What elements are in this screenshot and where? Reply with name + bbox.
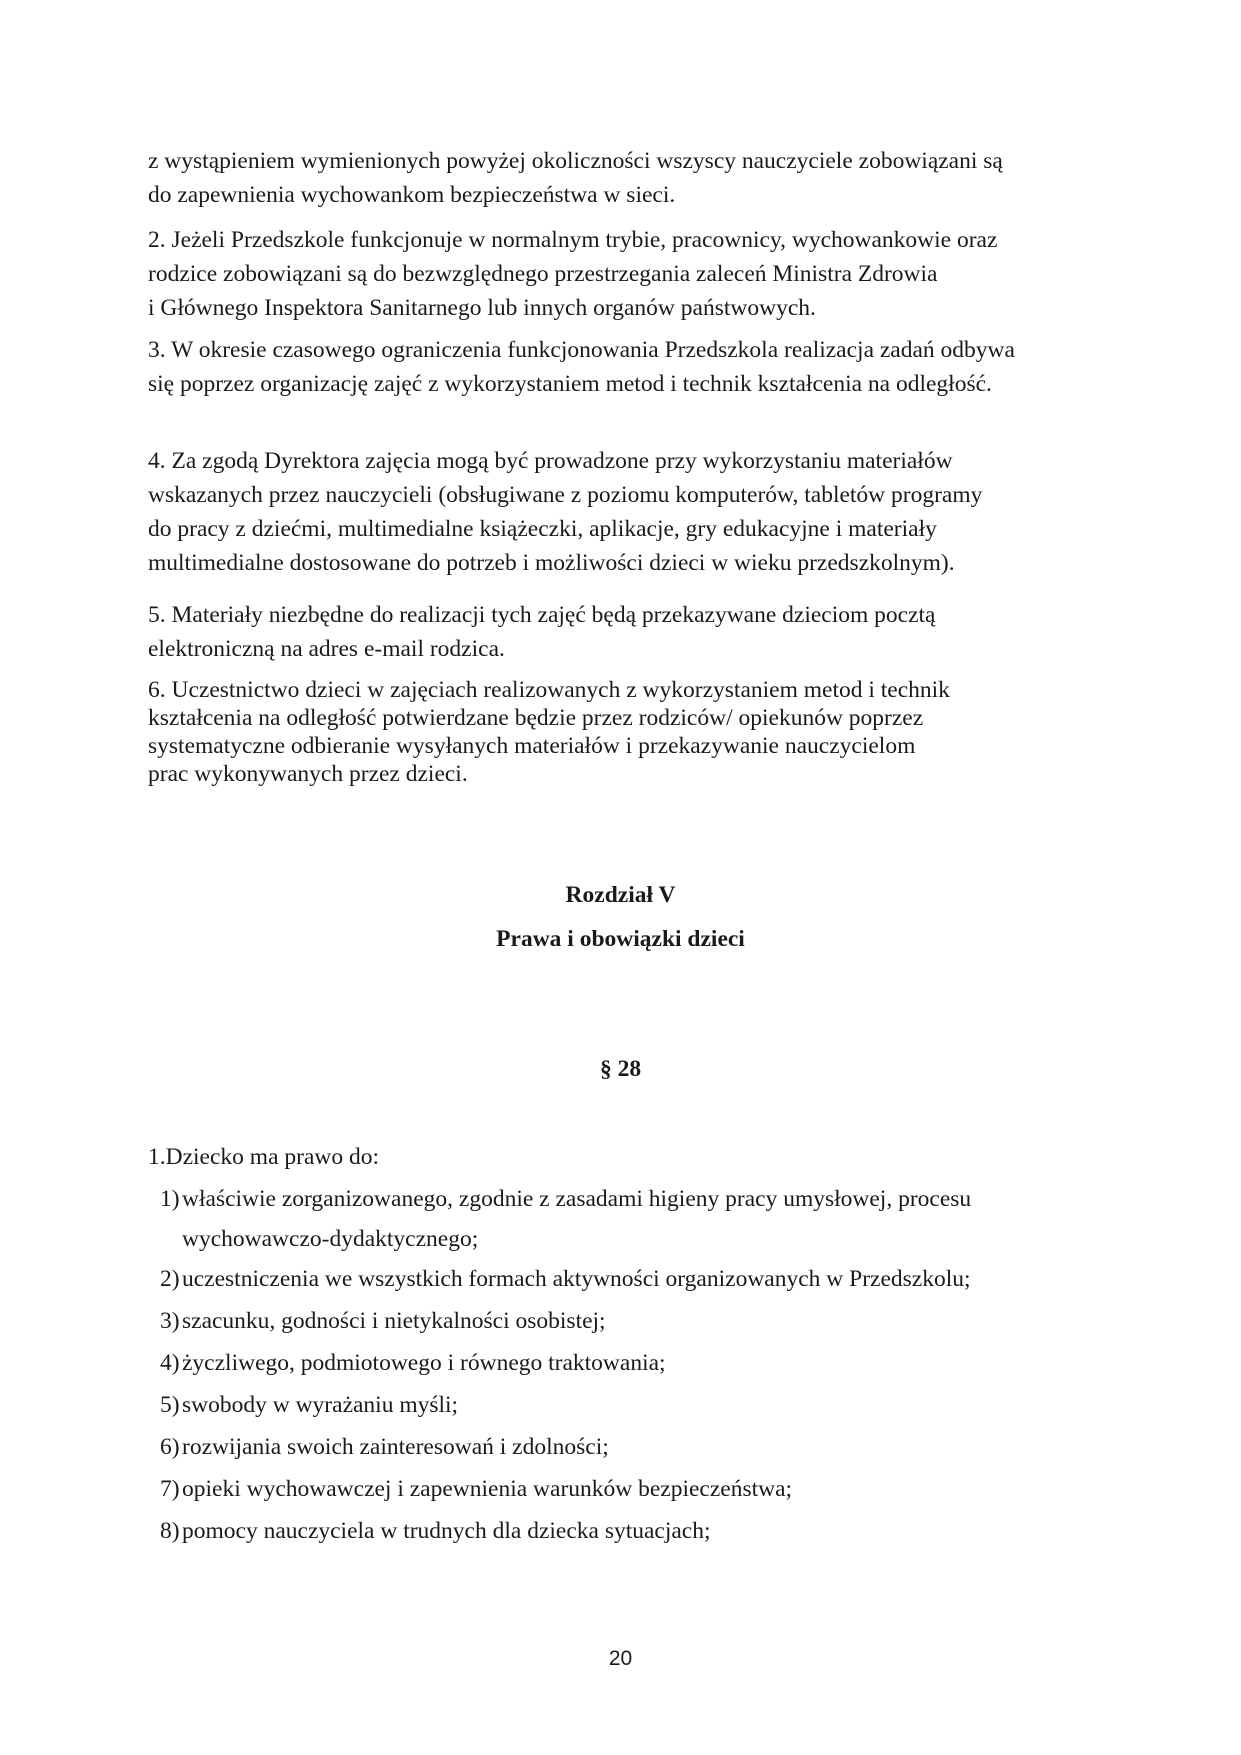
list-number: 3) (160, 1308, 180, 1334)
list-number: 8) (160, 1518, 180, 1544)
list-number: 6) (160, 1434, 180, 1460)
text-line: 3. W okresie czasowego ograniczenia funkcjonowania Przedszkola realizacja zadań odbywa (148, 337, 1015, 363)
text-line: 6. Uczestnictwo dzieci w zajęciach realizowanych z wykorzystaniem metod i technik (148, 677, 950, 703)
list-item (160, 1474, 792, 1504)
list-text: pomocy nauczyciela w trudnych dla dziecka sytuacjach; (182, 1518, 711, 1544)
list-number: 4) (160, 1350, 180, 1376)
paragraph-4 (148, 444, 1098, 580)
text-line: elektroniczną na adres e-mail rodzica. (148, 636, 505, 662)
list-item (160, 1184, 971, 1254)
text-line: prac wykonywanych przez dzieci. (148, 761, 468, 787)
list-number: 2) (160, 1266, 180, 1292)
text-line: i Głównego Inspektora Sanitarnego lub innych organów państwowych. (148, 295, 816, 321)
list-text: swobody w wyrażaniu myśli; (182, 1392, 459, 1418)
text-line: z wystąpieniem wymienionych powyżej okoliczności wszyscy nauczyciele zobowiązani są (148, 148, 1003, 174)
paragraph-continuation (148, 144, 1098, 212)
list-number: 1) (160, 1186, 180, 1212)
text-line: 2. Jeżeli Przedszkole funkcjonuje w normalnym trybie, pracownicy, wychowankowie oraz (148, 227, 998, 253)
list-text: szacunku, godności i nietykalności osobistej; (182, 1308, 606, 1334)
list-item (160, 1390, 458, 1420)
text-line: wskazanych przez nauczycieli (obsługiwane z poziomu komputerów, tabletów programy (148, 482, 983, 508)
list-item (160, 1264, 971, 1294)
text-line: do pracy z dziećmi, multimedialne książeczki, aplikacje, gry edukacyjne i materiały (148, 516, 937, 542)
chapter-title: Rozdział V (565, 882, 676, 908)
list-item (160, 1432, 609, 1462)
page-number: 20 (608, 1647, 633, 1670)
text-line: multimedialne dostosowane do potrzeb i możliwości dzieci w wieku przedszkolnym). (148, 550, 955, 576)
list-text: właściwie zorganizowanego, zgodnie z zasadami higieny pracy umysłowej, procesu (182, 1186, 972, 1212)
text-line: kształcenia na odległość potwierdzane będzie przez rodziców/ opiekunów poprzez (148, 705, 924, 731)
list-text: uczestniczenia we wszystkich formach aktywności organizowanych w Przedszkolu; (182, 1266, 971, 1292)
paragraph-6 (148, 676, 1098, 788)
list-item (160, 1516, 711, 1546)
section-heading: § 28 (599, 1056, 642, 1082)
text-line: do zapewnienia wychowankom bezpieczeństwa w sieci. (148, 182, 676, 208)
list-number: 5) (160, 1392, 180, 1418)
list-text-continuation: wychowawczo-dydaktycznego; (182, 1226, 479, 1252)
list-text: rozwijania swoich zainteresowań i zdolności; (182, 1434, 609, 1460)
text-line: 5. Materiały niezbędne do realizacji tych zajęć będą przekazywane dzieciom pocztą (148, 602, 936, 628)
list-item (160, 1306, 606, 1336)
list-number: 7) (160, 1476, 180, 1502)
rights-intro: 1.Dziecko ma prawo do: (148, 1144, 380, 1170)
list-text: życzliwego, podmiotowego i równego traktowania; (182, 1350, 666, 1376)
text-line: systematyczne odbieranie wysyłanych materiałów i przekazywanie nauczycielom (148, 733, 916, 759)
paragraph-3 (148, 333, 1098, 401)
text-line: 4. Za zgodą Dyrektora zajęcia mogą być prowadzone przy wykorzystaniu materiałów (148, 448, 953, 474)
paragraph-5 (148, 598, 1098, 666)
list-text: opieki wychowawczej i zapewnienia warunków bezpieczeństwa; (182, 1476, 793, 1502)
list-item (160, 1348, 666, 1378)
chapter-subtitle: Prawa i obowiązki dzieci (496, 926, 745, 952)
text-line: rodzice zobowiązani są do bezwzględnego przestrzegania zaleceń Ministra Zdrowia (148, 261, 938, 287)
text-line: się poprzez organizację zajęć z wykorzystaniem metod i technik kształcenia na odległość. (148, 371, 992, 397)
paragraph-2 (148, 223, 1098, 325)
